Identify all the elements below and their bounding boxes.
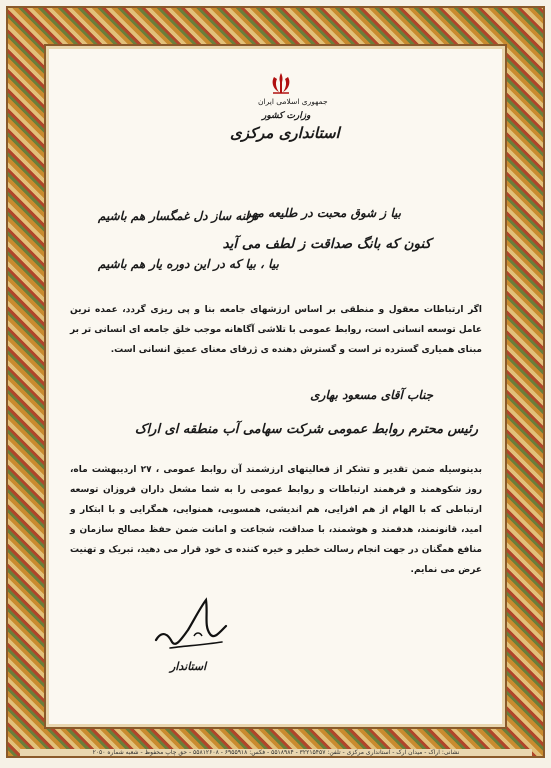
poem-line-3: ترانه ساز دل غمگسار هم باشیم — [98, 209, 259, 223]
ministry-label: وزارت کشور — [262, 111, 311, 121]
signatory-title: استاندار — [170, 660, 207, 673]
footer-address: نشانی: اراک - میدان ارک - استانداری مرکزی - تلفن: ۳۲۲۱۵۴۵۷ - ۵۵۱۸۹۸۴ - فکس: ۶۹۵۵۹۱۸ - ۵۵۸۱۲۶۰۸ - حق چاپ محفوظ - شعبه شماره ۲۰۵۰ — [20, 749, 532, 756]
recipient-title: رئیس محترم روابط عمومی شرکت سهامی آب منطقه ای اراک — [134, 422, 478, 437]
iran-emblem-icon — [268, 72, 294, 96]
salutation: جناب آقای مسعود بهاری — [310, 388, 433, 402]
poem-line-1: بیا ز شوق محبت در طلیعه مهر — [245, 206, 401, 220]
handwritten-signature — [150, 590, 238, 660]
office-title: استانداری مرکزی — [230, 124, 340, 142]
republic-label: جمهوری اسلامی ایران — [258, 97, 328, 106]
poem-line-4: بیا ، بیا که در این دوره یار هم باشیم — [98, 257, 279, 271]
intro-paragraph: اگر ارتباطات معقول و منطقی بر اساس ارزشهای جامعه بنا و پی ریزی گردد، عمده ترین عامل توسعه انسانی است، روابط عمومی با تلاشی آگاهانه موجب خلق جامعه ای انسانی تر بر مبنای همیاری گسترده تر است و گسترش دهنده ی ژرفای معنای عمیق انسانی است. — [70, 305, 482, 355]
body-paragraph: بدینوسیله ضمن تقدیر و تشکر از فعالیتهای ارزشمند آن روابط عمومی ، ۲۷ اردیبهشت ماه، روز شکوهمند و فرهمند ارتباطات و روابط عمومی را به شما مشعل داران فروزان توسعه ارتباطی که با الهام از هم افزایی، هم اندیشی، همسویی، همنوایی، همگرایی و با ابتکار و امید، قانونمند، هدفمند و هوشمند، با صداقت، شجاعت و امانت ضمن حفظ مصالح سازمان و منافع همگنان در جهت انجام رسالت خطیر و خیره کننده ی خود قرار می دهید، تبریک و تهنیت عرض می نمایم. — [70, 465, 482, 575]
poem-line-2: کنون که بانگ صداقت ز لطف می آید — [222, 236, 431, 252]
